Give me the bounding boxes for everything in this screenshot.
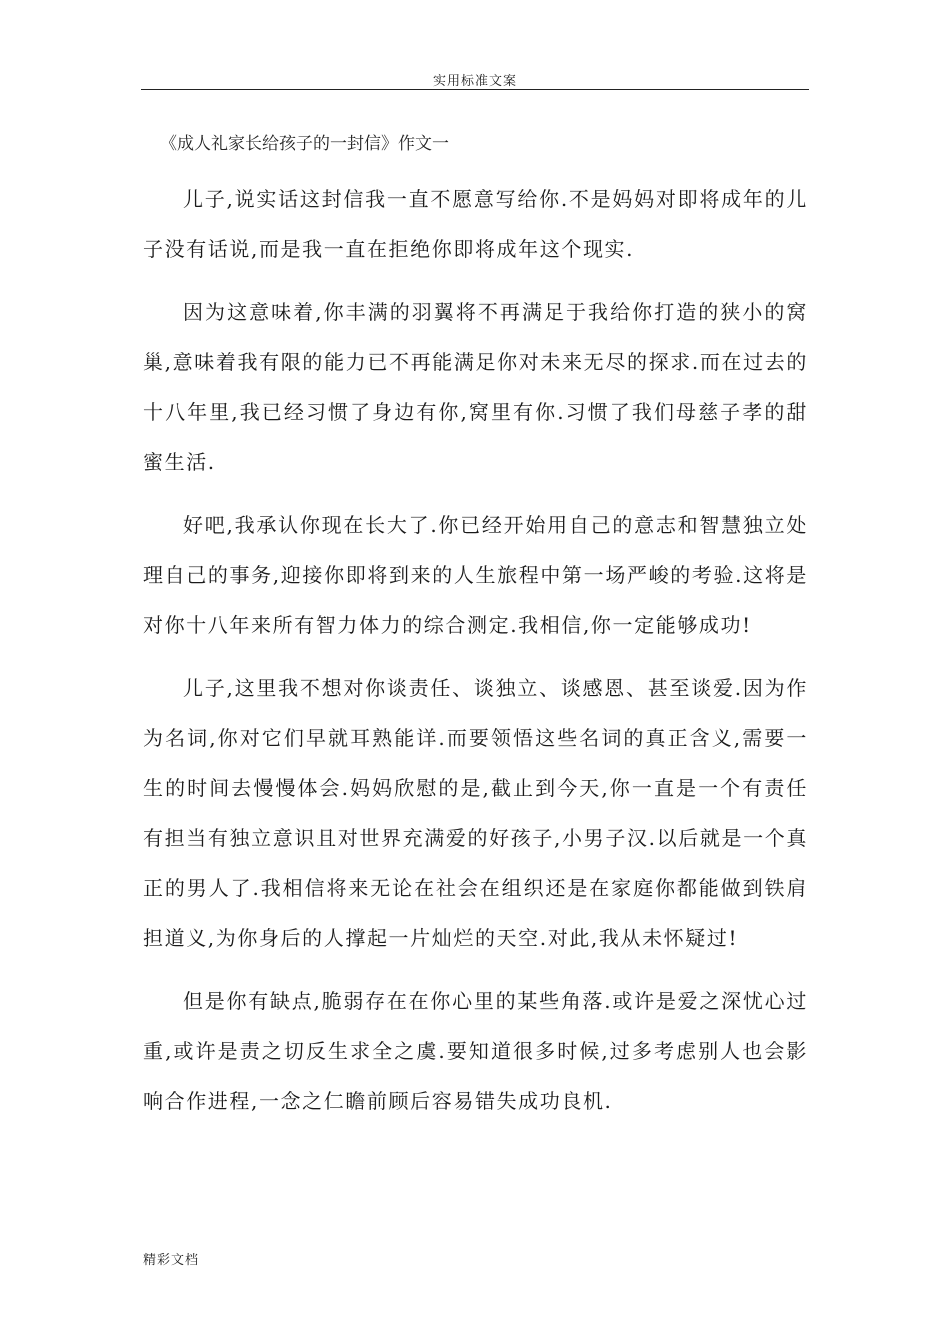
page-footer: 精彩文档 [143, 1253, 200, 1268]
document-title: 《成人礼家长给孩子的一封信》作文一 [160, 134, 449, 154]
paragraph: 好吧,我承认你现在长大了.你已经开始用自己的意志和智慧独立处理自己的事务,迎接你即将到来的人生旅程中第一场严峻的考验.这将是对你十八年来所有智力体力的综合测定.我相信,你一定能够成功! [143, 513, 808, 637]
document-body [143, 174, 808, 1139]
header-divider [141, 89, 809, 90]
page-header: 实用标准文案 [432, 74, 517, 89]
paragraph: 儿子,说实话这封信我一直不愿意写给你.不是妈妈对即将成年的儿子没有话说,而是我一直在拒绝你即将成年这个现实. [143, 187, 808, 261]
paragraph: 但是你有缺点,脆弱存在在你心里的某些角落.或许是爱之深忧心过重,或许是责之切反生求全之虞.要知道很多时候,过多考虑别人也会影响合作进程,一念之仁瞻前顾后容易错失成功良机. [143, 989, 808, 1113]
paragraph: 因为这意味着,你丰满的羽翼将不再满足于我给你打造的狭小的窝巢,意味着我有限的能力已不再能满足你对未来无尽的探求.而在过去的十八年里,我已经习惯了身边有你,窝里有你.习惯了我们母慈子孝的甜蜜生活. [143, 300, 808, 474]
paragraph: 儿子,这里我不想对你谈责任、谈独立、谈感恩、甚至谈爱.因为作为名词,你对它们早就耳熟能详.而要领悟这些名词的真正含义,需要一生的时间去慢慢体会.妈妈欣慰的是,截止到今天,你一直是一个有责任有担当有独立意识且对世界充满爱的好孩子,小男子汉.以后就是一个真正的男人了.我相信将来无论在社会在组织还是在家庭你都能做到铁肩担道义,为你身后的人撑起一片灿烂的天空.对此,我从未怀疑过! [143, 676, 808, 950]
